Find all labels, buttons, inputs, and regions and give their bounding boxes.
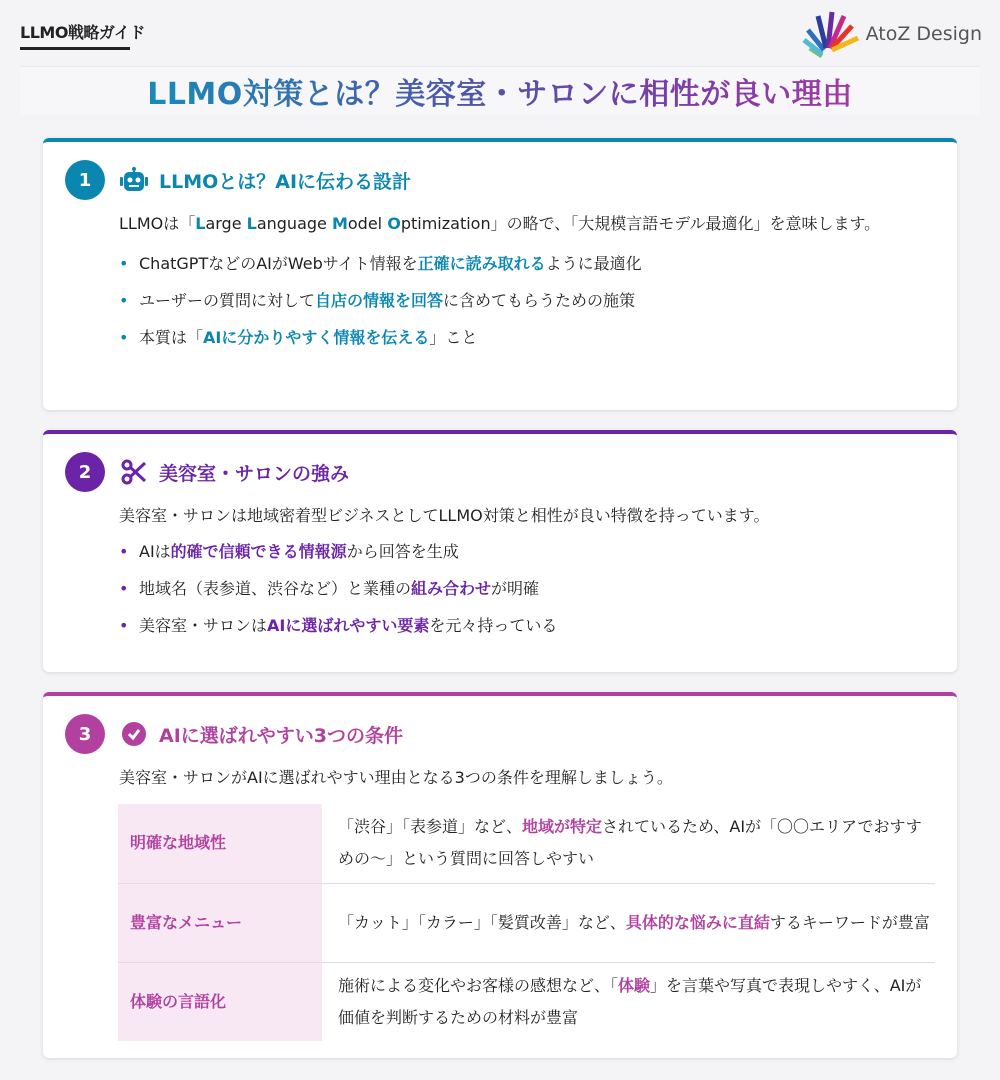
conditions-table <box>118 804 935 1041</box>
section-number: 2 <box>65 452 105 492</box>
text-segment: AIは <box>139 542 171 561</box>
table-row <box>118 804 935 883</box>
highlight-text: AIに選ばれやすい要素 <box>267 616 430 635</box>
section-intro <box>119 500 931 532</box>
text-segment: されているため、AIが「〇〇エリアでおすすめの〜」という質問に回答しやすい <box>338 817 922 869</box>
text-segment: が明確 <box>491 579 540 598</box>
condition-desc <box>322 962 935 1041</box>
text-segment: LLMOは「 <box>119 214 196 233</box>
scissors-icon <box>119 459 149 485</box>
bullet-item <box>119 248 931 285</box>
condition-label: 明確な地域性 <box>118 804 322 883</box>
section-number: 3 <box>65 714 105 754</box>
section-ai-conditions <box>43 692 957 1058</box>
text-segment: 」を言葉や写真で表現しやすく、AIが価値を判断するための材料が豊富 <box>338 975 922 1027</box>
highlight-text: 正確に読み取れる <box>417 254 546 273</box>
text-segment: ように最適化 <box>545 254 642 273</box>
section-intro <box>119 208 931 240</box>
bullet-item <box>119 322 931 359</box>
highlight-text: 地域が特定 <box>522 817 603 837</box>
text-segment: odel <box>347 214 388 233</box>
text-segment: 本質は「 <box>139 328 204 347</box>
text-segment: arge <box>205 214 247 233</box>
text-segment: ユーザーの質問に対して <box>139 291 316 310</box>
bullet-list <box>119 536 931 647</box>
logo-text: AtoZ Design <box>865 23 982 45</box>
highlight-text: AIに分かりやすく情報を伝える <box>203 328 430 347</box>
text-segment: anguage <box>256 214 332 233</box>
section-intro <box>119 762 931 794</box>
text-segment: ChatGPTなどのAIがWebサイト情報を <box>139 254 418 273</box>
bullet-item <box>119 536 931 573</box>
section-title: AIに選ばれやすい3つの条件 <box>159 724 403 747</box>
highlight-text: 組み合わせ <box>411 579 492 598</box>
highlight-text: M <box>331 214 348 233</box>
guide-underline <box>20 47 130 50</box>
section-salon-strengths <box>43 430 957 672</box>
highlight-text: 的確で信頼できる情報源 <box>170 542 347 561</box>
text-segment: 美容室・サロンがAIに選ばれやすい理由となる3つの条件を理解しましょう。 <box>119 768 673 787</box>
robot-icon <box>119 167 149 193</box>
condition-label: 体験の言語化 <box>118 962 322 1041</box>
table-row <box>118 962 935 1041</box>
bullet-item <box>119 610 931 647</box>
guide-label: LLMO戦略ガイド <box>20 23 145 42</box>
page-title: LLMO対策とは？美容室・サロンに相性が良い理由 <box>147 69 853 113</box>
section-number: 1 <box>65 160 105 200</box>
bullet-item <box>119 285 931 322</box>
title-band <box>20 66 980 114</box>
bullet-item <box>119 573 931 610</box>
condition-desc <box>322 804 935 883</box>
text-segment: から回答を生成 <box>346 542 459 561</box>
text-segment: 美容室・サロンは <box>139 616 268 635</box>
text-segment: を元々持っている <box>429 616 558 635</box>
text-segment: に含めてもらうための施策 <box>443 291 636 310</box>
text-segment: 美容室・サロンは地域密着型ビジネスとしてLLMO対策と相性が良い特徴を持っています。 <box>119 506 770 525</box>
text-segment: するキーワードが豊富 <box>769 912 930 932</box>
logo-fan-icon <box>802 10 860 58</box>
table-row <box>118 883 935 962</box>
logo <box>802 10 982 58</box>
highlight-text: O <box>387 214 401 233</box>
section-title: LLMOとは？AIに伝わる設計 <box>159 170 412 193</box>
condition-desc <box>322 883 935 962</box>
highlight-text: 自店の情報を回答 <box>315 291 444 310</box>
bullet-list <box>119 248 931 359</box>
text-segment: ptimization」の略で、「大規模言語モデル最適化」を意味します。 <box>400 214 881 233</box>
text-segment: 「カット」「カラー」「髪質改善」など、 <box>338 912 626 932</box>
text-segment: 地域名（表参道、渋谷など）と業種の <box>139 579 412 598</box>
section-llmo-definition <box>43 138 957 410</box>
highlight-text: 体験 <box>618 975 651 995</box>
section-title: 美容室・サロンの強み <box>159 462 350 485</box>
text-segment: 施術による変化やお客様の感想など、「 <box>338 975 619 995</box>
highlight-text: L <box>195 214 206 233</box>
highlight-text: 具体的な悩みに直結 <box>625 912 770 932</box>
highlight-text: L <box>246 214 257 233</box>
text-segment: 」こと <box>429 328 478 347</box>
condition-label: 豊富なメニュー <box>118 883 322 962</box>
check-circle-icon <box>119 721 149 747</box>
text-segment: 「渋谷」「表参道」など、 <box>338 817 523 837</box>
